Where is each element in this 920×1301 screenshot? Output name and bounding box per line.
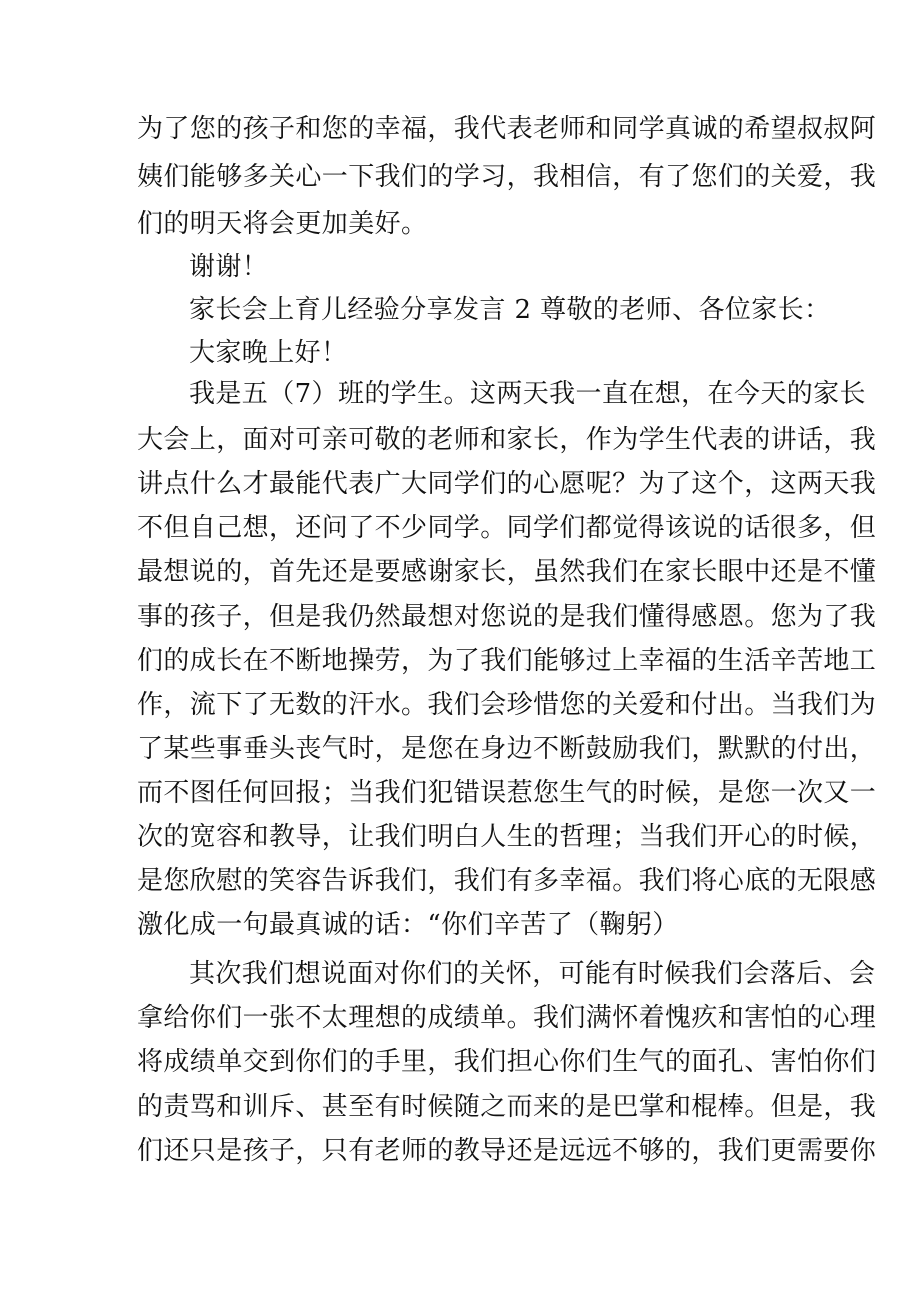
- text-line: 事的孩子，但是我仍然最想对您说的是我们懂得感恩。您为了我: [137, 602, 877, 632]
- text-line: 而不图任何回报；当我们犯错误惹您生气的时候，是您一次又一: [137, 778, 877, 808]
- text-line: 次的宽容和教导，让我们明白人生的哲理；当我们开心的时候，: [137, 822, 877, 852]
- text-line: 们的明天将会更加美好。: [137, 209, 428, 239]
- text-line: 讲点什么才最能代表广大同学们的心愿呢？为了这个，这两天我: [137, 469, 877, 499]
- section-heading: 家长会上育儿经验分享发言 2 尊敬的老师、各位家长：: [189, 295, 831, 325]
- text-line: 谢谢！: [189, 252, 269, 282]
- text-line: 作，流下了无数的汗水。我们会珍惜您的关爱和付出。当我们为: [137, 690, 877, 720]
- text-line: 们还只是孩子，只有老师的教导还是远远不够的，我们更需要你: [137, 1136, 877, 1166]
- text-line: 拿给你们一张不太理想的成绩单。我们满怀着愧疚和害怕的心理: [137, 1003, 877, 1033]
- text-line: 了某些事垂头丧气时，是您在身边不断鼓励我们，默默的付出，: [137, 734, 877, 764]
- text-line: 大会上，面对可亲可敬的老师和家长，作为学生代表的讲话，我: [137, 425, 877, 455]
- text-line: 不但自己想，还问了不少同学。同学们都觉得该说的话很多，但: [137, 513, 877, 543]
- text-line: 姨们能够多关心一下我们的学习，我相信，有了您们的关爱，我: [137, 162, 877, 192]
- text-line: 为了您的孩子和您的幸福，我代表老师和同学真诚的希望叔叔阿: [137, 114, 877, 144]
- text-line: 其次我们想说面对你们的关怀，可能有时候我们会落后、会: [189, 959, 876, 989]
- text-line: 最想说的，首先还是要感谢家长，虽然我们在家长眼中还是不懂: [137, 557, 877, 587]
- text-line: 们的成长在不断地操劳，为了我们能够过上幸福的生活辛苦地工: [137, 646, 877, 676]
- text-line: 我是五（7）班的学生。这两天我一直在想，在今天的家长: [189, 379, 866, 409]
- text-line: 大家晚上好！: [189, 338, 348, 368]
- text-line: 将成绩单交到你们的手里，我们担心你们生气的面孔、害怕你们: [137, 1047, 877, 1077]
- text-line: 是您欣慰的笑容告诉我们，我们有多幸福。我们将心底的无限感: [137, 866, 877, 896]
- text-line: 激化成一句最真诚的话：“你们辛苦了（鞠躬）: [137, 910, 679, 940]
- text-line: 的责骂和训斥、甚至有时候随之而来的是巴掌和棍棒。但是，我: [137, 1092, 877, 1122]
